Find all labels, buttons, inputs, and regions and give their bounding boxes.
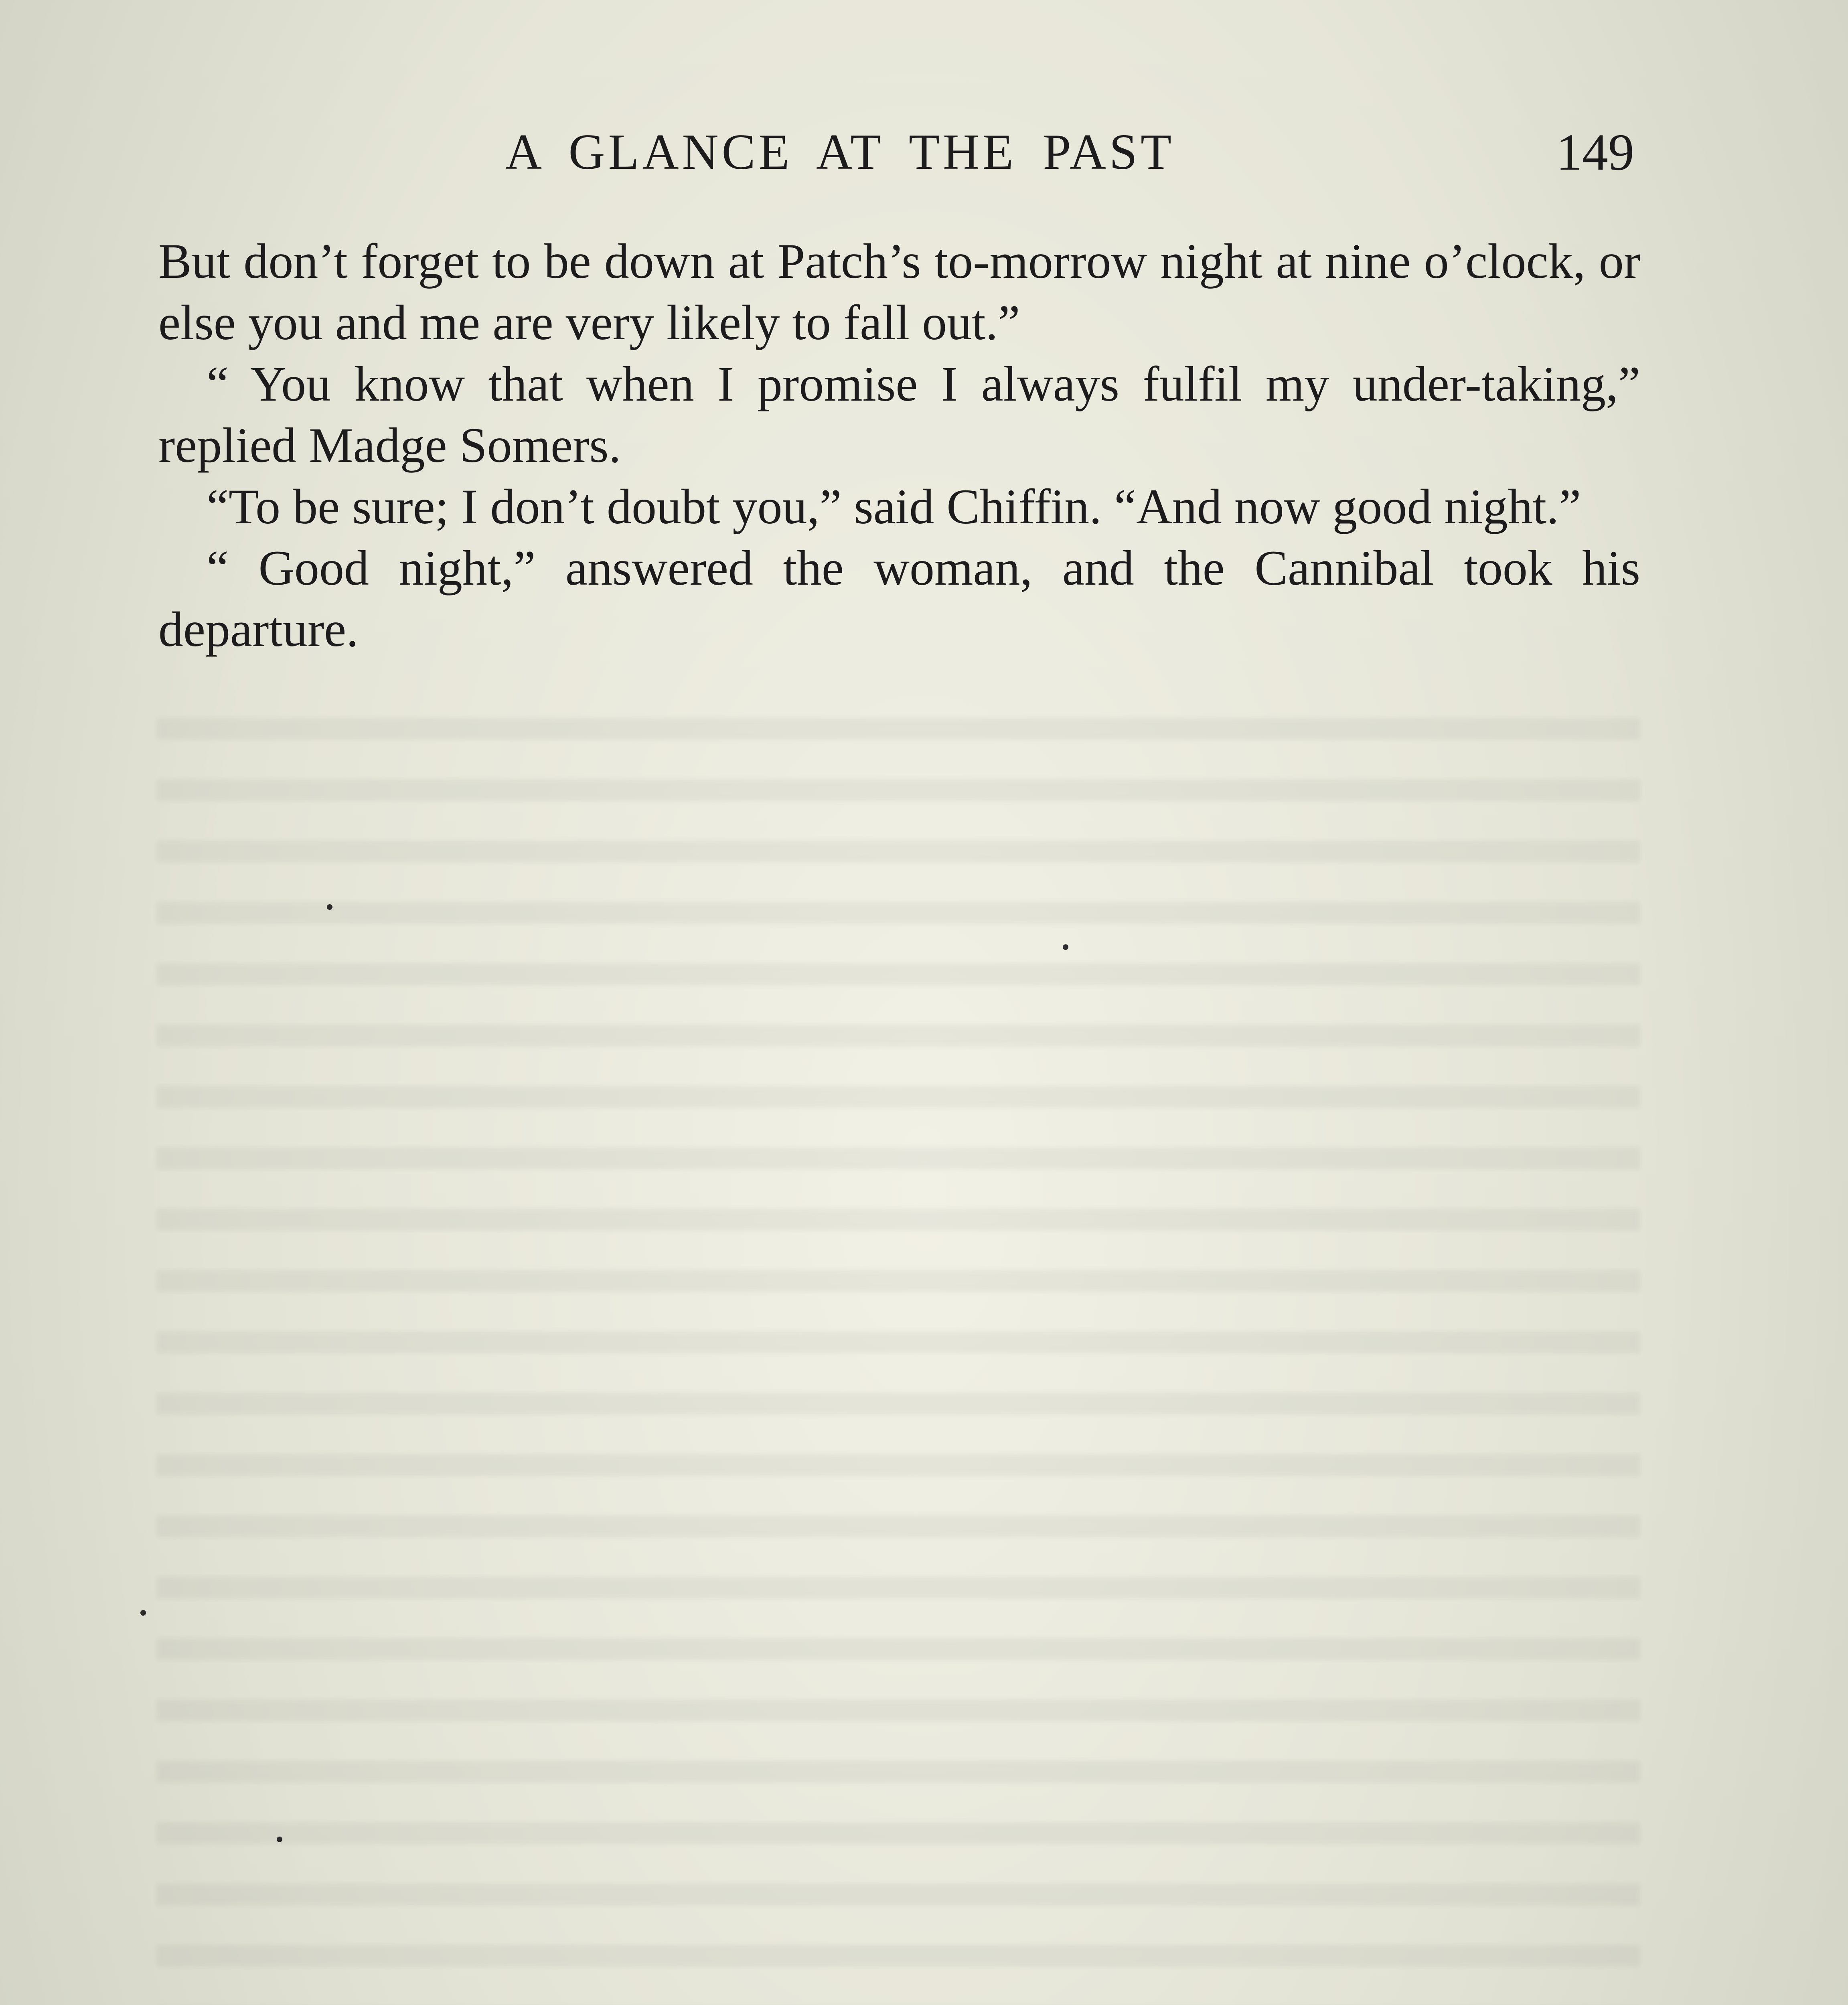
paragraph-1: But don’t forget to be down at Patch’s to-morrow night at nine o’clock, or else you and me are very likely to fall out.” [158,234,1640,350]
page-number: 149 [1556,124,1634,181]
ink-speck [277,1837,282,1842]
paragraph-4: “ Good night,” answered the woman, and the Cannibal took his departure. [158,541,1640,657]
running-title: A GLANCE AT THE PAST [505,124,1175,180]
show-through-text [156,690,1640,2005]
ink-speck [140,1610,146,1616]
ink-speck [1063,944,1068,950]
paragraph-3: “To be sure; I don’t doubt you,” said Chiffin. “And now good night.” [207,479,1581,534]
paragraph-2: “ You know that when I promise I always fulfil my under-taking,” replied Madge Somers. [158,356,1640,473]
body-text [158,231,1640,660]
page-header [0,120,1848,184]
ink-speck [327,904,332,910]
